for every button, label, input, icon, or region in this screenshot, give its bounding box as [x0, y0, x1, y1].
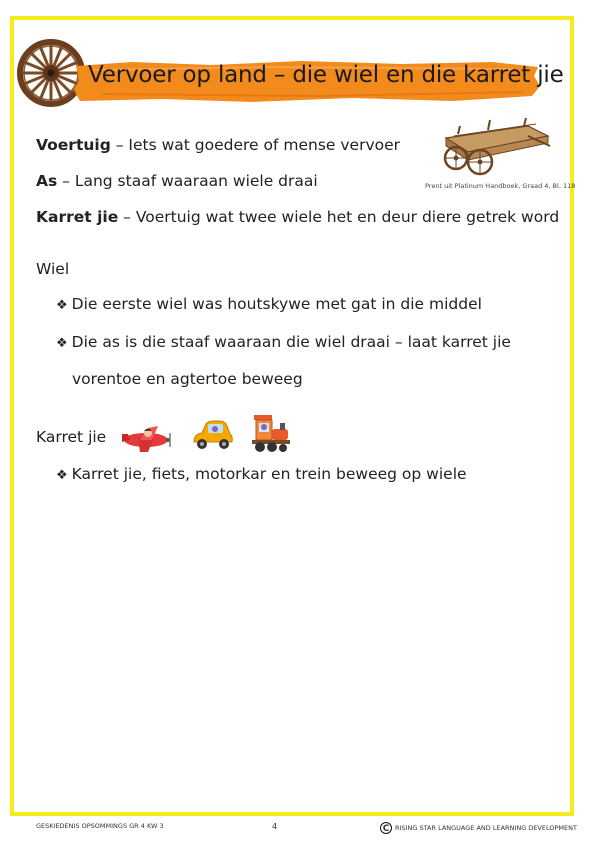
definition-term: Karret jie [36, 208, 119, 226]
footer-publisher: RISING STAR LANGUAGE AND LEARNING DEVELOPMENT [395, 824, 577, 832]
bullet-item [56, 333, 511, 351]
image-credit: Prent uit Platinum Handboek, Graad 4, Bl. 118 [425, 182, 576, 190]
definition-as [36, 172, 318, 190]
train-icon [246, 413, 292, 455]
footer-right [380, 822, 577, 834]
definition-karretjie [36, 208, 559, 226]
section-heading-wiel: Wiel [36, 260, 70, 278]
section-heading-karretjie: Karret jie [36, 428, 107, 446]
car-icon [190, 416, 234, 454]
bullet-text: Die as is die staaf waaraan die wiel draai – laat karret jie [71, 333, 511, 351]
bullet-item [56, 295, 482, 313]
bullet-text: Die eerste wiel was houtskywe met gat in die middel [71, 295, 482, 313]
ox-cart-illustration [428, 116, 552, 180]
bullet-text: Karret jie, fiets, motorkar en trein beweeg op wiele [71, 465, 467, 483]
definition-text: – Lang staaf waaraan wiele draai [57, 172, 318, 190]
definition-voertuig [36, 136, 400, 154]
airplane-icon [118, 422, 174, 454]
bullet-continuation: vorentoe en agtertoe beweeg [72, 370, 303, 388]
copyright-icon: C [380, 822, 392, 834]
definition-text: – Iets wat goedere of mense vervoer [110, 136, 401, 154]
definition-term: As [36, 172, 58, 190]
page-title: Vervoer op land – die wiel en die karret jie [88, 62, 564, 88]
diamond-bullet-icon: ❖ [56, 468, 68, 483]
definition-term: Voertuig [36, 136, 111, 154]
footer-left: GESKIEDENIS OPSOMMINGS GR 4 KW 3 [36, 822, 164, 830]
definition-text: – Voertuig wat twee wiele het en deur diere getrek word [118, 208, 560, 226]
diamond-bullet-icon: ❖ [56, 336, 68, 351]
diamond-bullet-icon: ❖ [56, 298, 68, 313]
bullet-item [56, 465, 467, 483]
page-number: 4 [272, 822, 278, 831]
